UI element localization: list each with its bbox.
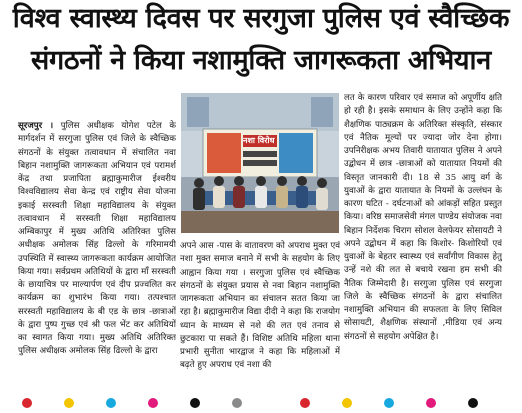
registration-dot (468, 398, 478, 408)
registration-dot (300, 398, 310, 408)
registration-dot (148, 398, 158, 408)
article-text-col3: लत के कारण परिवार एवं समाज को अपूर्णीय क्षति हो रही है। इसके समाधान के लिए उन्होंने कहा कि शैक्षणिक पाठ्यक्रम के अतिरिक्त संस्कृति, संस्कार एवं नैतिक मूल्यों पर ज्यादा जोर देना होगा। उपनिरीक्षक अभय तिवारी यातायात पुलिस ने अपने उद्बोधन में छात्र -छात्राओं को यातायात नियमों की विस्तृत जानकारी दी। 18 से 35 आयु वर्ग के युवाओं के द्वारा यातायात के नियमों के उल्लंघन के कारण घटित - दर्घटनाओं को आंकड़ों सहित प्रस्तुत किया। वरिष्ठ समाजसेवी मंगल पाण्डेय संयोजक नवा बिहान निर्देशक चिराग सोशल वेलफेयर सोसायटी ने अपने उद्बोधन में कहा कि किशोर- किशोरियों एवं युवाओं के बेहतर स्वास्थ्य एवं सर्वांगीण विकास हेतु उन्हें नशे की लत से बचाये रखना हम सभी की नैतिक जिम्मेदारी है। सरगुजा पुलिस एवं सरगुजा जिले के स्वैच्छिक संगठनों के द्वारा संचालित नशामुक्ति अभियान की सफलता के लिए सिविल सोसायटी, शैक्षणिक संस्थानों ,मीडिया एवं अन्य संगठनों से सहयोग अपेक्षित है। (344, 93, 502, 342)
headline-line-1: विश्व स्वास्थ्य दिवस पर सरगुजा पुलिस एवं स्वैच्छिक (12, 3, 510, 34)
registration-dot (64, 398, 74, 408)
article-column-2 (180, 240, 340, 388)
article-text-col1: पुलिस अधीक्षक योगेश पटेल के मार्गदर्शन में सरगुजा पुलिस एवं जिले के स्वैच्छिक संगठनों के संयुक्त तत्वावधान में संचालित नवा बिहान नशामुक्ति जागरूकता अभियान एवं परामर्श केंद्र तथा प्रजापिता ब्रह्माकुमारीज ईश्वरीय विश्वविद्यालय सेवा केन्द्र एवं राष्ट्रीय सेवा योजना इकाई सरस्वती शिक्षा महाविद्यालय के संयुक्त तत्वावधान में सरस्वती शिक्षा महाविद्यालय अम्बिकापुर में मुख्य अतिथि अतिरिक्त पुलिस अधीक्षक अमोलक सिंह ढिल्लो के गरिमामयी उपस्थिति में स्वास्थ्य जागरूकता कार्यक्रम आयोजित किया गया। सर्वप्रथम अतिथियों के द्वारा माँ सरस्वती के छायाचित्र पर माल्यार्पण एवं दीप प्रज्वलित कर कार्यक्रम का शुभारंभ किया गया। तत्पश्चात सरस्वती महाविद्यालय के बी एड के छात्र -छात्राओं के द्वारा पुष्प गुच्छ एवं श्री फल भेंट कर अतिथियों का स्वागत किया गया। मुख्य अतिथि अतिरिक्त पुलिस अधीक्षक अमोलक सिंह ढिल्लो के द्वारा (18, 121, 176, 357)
article-text-col2: अपने आस -पास के वातावरण को अपराध मुक्त एवं नशा मुक्त समाज बनाने में सभी के सहयोग के लिए आह्वान किया गया । सरगुजा पुलिस एवं स्वैच्छिक संगठनों के संयुक्त प्रयास से नवा बिहान नशामुक्ति जागरूकता अभियान का संचालन सतत किया जा रहा है। ब्रह्माकुमारीज विद्या दीदी ने कहा कि राजयोग ध्यान के माध्यम से नशे की लत एवं तनाव से छुटकारा पा सकते हैं। विशिष्ट अतिथि महिला थाना प्रभारी सुनीता भारद्वाज ने कहा कि महिलाओं में बढ़ते हुए अपराध एवं नशा की (180, 241, 340, 371)
dateline: सूरजपुर । (18, 121, 54, 131)
registration-dot (190, 398, 200, 408)
event-photo (181, 93, 339, 233)
registration-dot (232, 398, 242, 408)
headline-line-2: संगठनों ने किया नशामुक्ति जागरूकता अभियान (31, 45, 491, 76)
article-column-1 (18, 120, 176, 388)
registration-dot (342, 398, 352, 408)
registration-dot (22, 398, 32, 408)
print-registration-marks (0, 398, 522, 410)
article-column-3 (344, 92, 502, 388)
registration-dot (106, 398, 116, 408)
event-photo-drawing (181, 93, 339, 233)
registration-dot (384, 398, 394, 408)
registration-dot (426, 398, 436, 408)
photo-banner-text: नशा विरोध (243, 136, 275, 145)
